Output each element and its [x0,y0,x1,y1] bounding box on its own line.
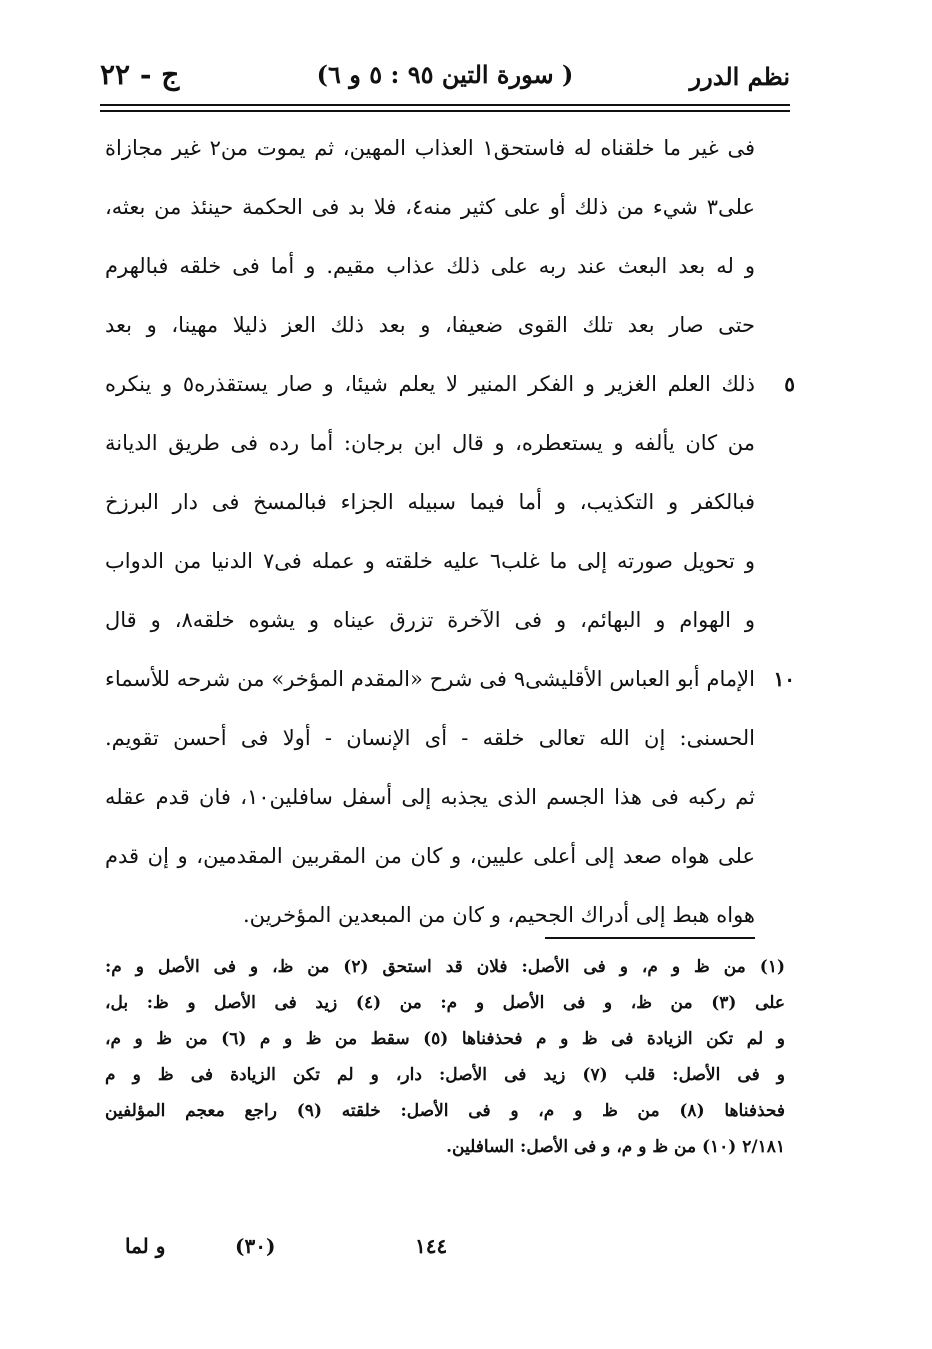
footnote-line: ٢/١٨١ (١٠) من ظ و م، و فى الأصل: السافلين. [446,1137,785,1157]
text-line: هواه هبط إلى أدراك الجحيم، و كان من المبعدين المؤخرين. [242,903,755,927]
volume-number: ج - ٢٢ [100,58,180,91]
text-line: على٣ شيء من ذلك أو على كثير منه٤، فلا بد فى الحكمة حينئذ من بعثه، [105,195,756,219]
footnote-line: على (٣) من ظ، و فى الأصل و م: من (٤) زيد فى الأصل و ظ: بل، [105,993,786,1013]
text-line: على هواه صعد إلى أعلى عليين، و كان من المقربين المقدمين، و إن قدم [105,844,755,868]
signature-mark: (٣٠) [235,1234,276,1258]
text-line: ثم ركبه فى هذا الجسم الذى يجذبه إلى أسفل سافلين١٠، فان قدم عقله [105,785,756,809]
text-line: حتى صار بعد تلك القوى ضعيفا، و بعد ذلك العز ذليلا مهينا، و بعد [105,313,755,337]
text-line: فبالكفر و التكذيب، و أما فيما سبيله الجزاء فبالمسخ فى دار البرزخ [105,490,755,514]
text-line: و له بعد البعث عند ربه على ذلك عذاب مقيم. و أما فى خلقه فبالهرم [105,254,755,278]
footnote-line: (١) من ظ و م، و فى الأصل: فلان قد استحق (٢) من ظ، و فى الأصل و م: [105,957,785,977]
text-line: الحسنى: إن الله تعالى خلقه - أى الإنسان - أولا فى أحسن تقويم. [105,726,755,750]
running-header [100,52,790,102]
text-line-5 [105,362,795,421]
footnote-line: و فى الأصل: قلب (٧) زيد فى الأصل: دار، و لم تكن الزيادة فى ظ و م [105,1065,785,1085]
header-rule [100,104,790,106]
text-line: و الهوام و البهائم، و فى الآخرة تزرق عيناه و يشوه خلقه٨، و قال [105,608,755,632]
text-line: و تحويل صورته إلى ما غلب٦ عليه خلقته و عمله فى٧ الدنيا من الدواب [105,549,755,573]
footnotes [105,952,785,1168]
book-title: نظم الدرر [689,62,790,91]
page-footer [100,1228,790,1268]
text-line-content: ذلك العلم الغزير و الفكر المنير لا يعلم شيئا، و صار يستقذره٥ و ينكره [105,372,755,396]
footnote-line: و لم تكن الزيادة فى ظ و م فحذفناها (٥) سقط من ظ و م (٦) من ظ و م، [105,1029,785,1049]
line-number-5: ٥ [784,372,795,396]
footnote-rule [545,937,755,939]
text-line: من كان يألفه و يستعطره، و قال ابن برجان: أما رده فى طريق الديانة [105,431,755,455]
text-line-10 [105,657,795,716]
text-line-content: الإمام أبو العباس الأقليشى٩ فى شرح «المقدم المؤخر» من شرحه للأسماء [105,667,755,691]
header-rule-double [100,110,790,112]
catchword: و لما [125,1234,166,1258]
line-number-10: ١٠ [773,667,795,691]
page-number: ١٤٤ [415,1234,448,1258]
main-text [105,126,795,952]
text-line: فى غير ما خلقناه له فاستحق١ العذاب المهين، ثم يموت من٢ غير مجازاة [105,136,755,160]
surah-reference: ( سورة التين ٩٥ : ٥ و ٦) [316,60,574,89]
footnote-line: فحذفناها (٨) من ظ و م، و فى الأصل: خلقته (٩) راجع معجم المؤلفين [105,1101,785,1121]
